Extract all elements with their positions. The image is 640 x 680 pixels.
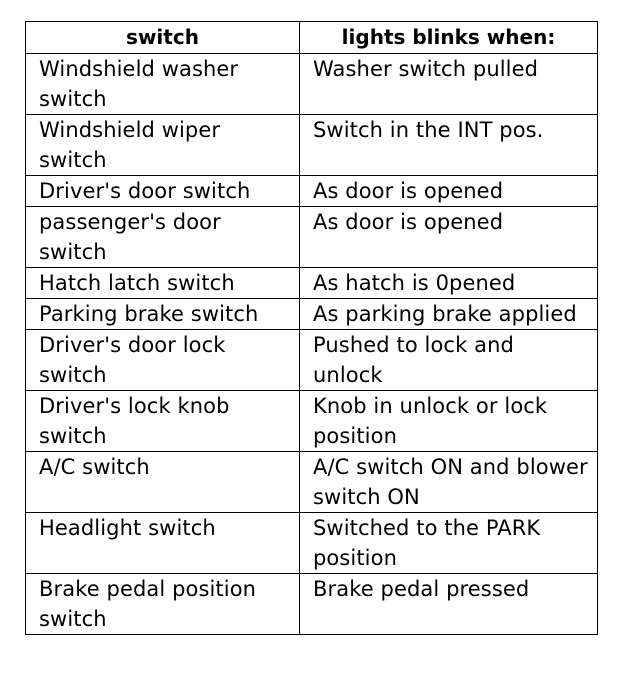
condition-cell: Switched to the PARK position xyxy=(300,513,598,574)
condition-cell: Knob in unlock or lock position xyxy=(300,391,598,452)
switch-name-cell: Brake pedal position switch xyxy=(26,574,300,635)
switch-name-cell: Hatch latch switch xyxy=(26,268,300,299)
condition-cell: A/C switch ON and blower switch ON xyxy=(300,452,598,513)
condition-cell: As parking brake applied xyxy=(300,299,598,330)
table-row xyxy=(26,268,598,299)
table-row xyxy=(26,207,598,268)
switch-name-cell: Driver's door switch xyxy=(26,176,300,207)
switch-table-container xyxy=(25,21,597,635)
condition-cell: As door is opened xyxy=(300,207,598,268)
table-row xyxy=(26,54,598,115)
condition-cell: Brake pedal pressed xyxy=(300,574,598,635)
table-header-row xyxy=(26,22,598,54)
table-row xyxy=(26,452,598,513)
table-row xyxy=(26,391,598,452)
switch-name-cell: A/C switch xyxy=(26,452,300,513)
condition-cell: As hatch is 0pened xyxy=(300,268,598,299)
switch-name-cell: Headlight switch xyxy=(26,513,300,574)
condition-cell: Washer switch pulled xyxy=(300,54,598,115)
condition-cell: As door is opened xyxy=(300,176,598,207)
table-row xyxy=(26,115,598,176)
switch-name-cell: Windshield washer switch xyxy=(26,54,300,115)
table-row xyxy=(26,574,598,635)
condition-cell: Pushed to lock and unlock xyxy=(300,330,598,391)
switch-name-cell: passenger's door switch xyxy=(26,207,300,268)
switch-name-cell: Driver's lock knob switch xyxy=(26,391,300,452)
switch-name-cell: Windshield wiper switch xyxy=(26,115,300,176)
table-row xyxy=(26,176,598,207)
header-switch: switch xyxy=(26,22,300,54)
switch-table xyxy=(25,21,598,635)
table-row xyxy=(26,330,598,391)
header-lights-blinks-when: lights blinks when: xyxy=(300,22,598,54)
table-row xyxy=(26,299,598,330)
switch-name-cell: Parking brake switch xyxy=(26,299,300,330)
table-row xyxy=(26,513,598,574)
condition-cell: Switch in the INT pos. xyxy=(300,115,598,176)
switch-name-cell: Driver's door lock switch xyxy=(26,330,300,391)
